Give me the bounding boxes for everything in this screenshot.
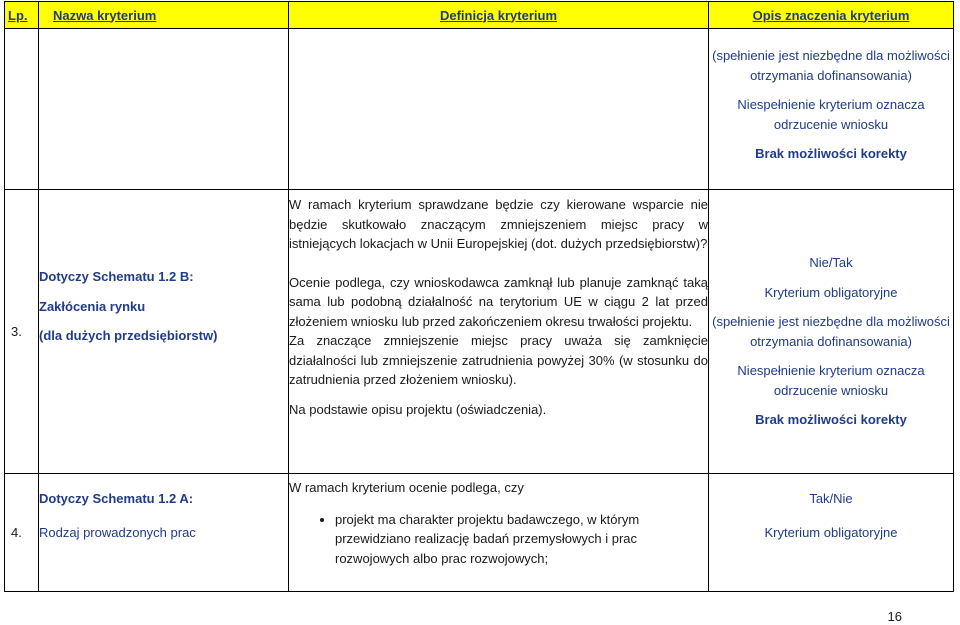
header-lp: Lp. [5, 2, 39, 29]
definition-paragraph-1: W ramach kryterium sprawdzane będzie czy kierowane wsparcie nie będzie skutkowało znaczącym zmniejszeniem miejsc pracy w istniejących lokacjach w Unii Europejskiej (dot. dużych przedsiębiorstw)? [289, 197, 708, 251]
criterion-definition [289, 190, 709, 474]
criterion-description [709, 474, 954, 592]
definition-paragraph-2: Ocenie podlega, czy wnioskodawca zamknął lub planuje zamknąć taką sama lub podobną działalność na terytorium UE w ciągu 2 lat przed złożeniem wniosku lub przed zakończeniem okresu trwałości projektu. [289, 274, 708, 329]
table-row [5, 190, 954, 474]
header-description: Opis znaczenia kryterium [709, 2, 954, 29]
continuation-line1: (spełnienie jest niezbędne dla możliwości otrzymania dofinansowania) [712, 48, 950, 83]
criterion-definition [289, 474, 709, 592]
criterion-title: Dotyczy Schematu 1.2 B: [39, 269, 194, 285]
criterion-subtitle: Rodzaj prowadzonych prac [39, 524, 196, 540]
criterion-subtitle: Zakłócenia rynku [39, 298, 146, 314]
definition-bullet-item: • projekt ma charakter projektu badawczego, w którym przewidziano realizację badań przemysłowych i prac rozwojowych albo prac rozwojowych; [335, 510, 708, 569]
table-row [5, 474, 954, 592]
row-number: 3. [5, 190, 39, 474]
criterion-name [39, 474, 289, 592]
criterion-name [39, 190, 289, 474]
description-value: Nie/Tak [809, 255, 853, 270]
description-line3: Brak możliwości korekty [755, 412, 907, 427]
continuation-description [709, 29, 954, 190]
criteria-table [4, 1, 954, 592]
description-line2: Niespełnienie kryterium oznacza odrzucenie wniosku [737, 363, 925, 398]
page-number: 16 [887, 609, 902, 624]
continuation-line3: Brak możliwości korekty [755, 146, 907, 161]
definition-paragraph-4: Na podstawie opisu projektu (oświadczenia). [289, 401, 547, 417]
continuation-row [5, 29, 954, 190]
definition-paragraph-3: Za znaczące zmniejszenie miejsc pracy uważa się zamknięcie działalności lub zmniejszenie zatrudnienia powyżej 30% (w stosunku do zatrudnienia przed złożeniem wniosku). [289, 333, 708, 387]
definition-bullet-list [289, 510, 708, 569]
description-value: Tak/Nie [809, 491, 853, 506]
criterion-note: (dla dużych przedsiębiorstw) [39, 328, 218, 344]
header-definition: Definicja kryterium [289, 2, 709, 29]
header-name: Nazwa kryterium [39, 2, 289, 29]
criterion-title: Dotyczy Schematu 1.2 A: [39, 491, 194, 506]
criterion-description [709, 190, 954, 474]
continuation-line2: Niespełnienie kryterium oznacza odrzucenie wniosku [737, 97, 925, 132]
description-type: Kryterium obligatoryjne [764, 284, 898, 300]
description-line1: (spełnienie jest niezbędne dla możliwości otrzymania dofinansowania) [712, 314, 950, 349]
description-type: Kryterium obligatoryjne [764, 524, 898, 540]
header-row [5, 2, 954, 29]
definition-intro: W ramach kryterium ocenie podlega, czy [289, 480, 524, 495]
row-number: 4. [5, 474, 39, 592]
